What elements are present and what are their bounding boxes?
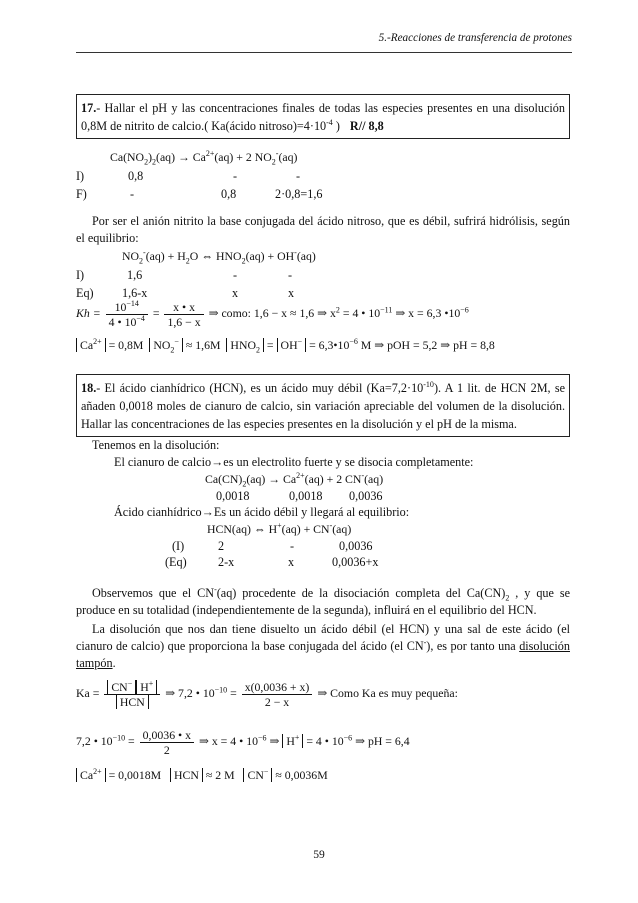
value: = 0,8M [108, 338, 144, 352]
page-number: 59 [313, 848, 325, 861]
running-header: 5.-Reacciones de transferencia de protones [378, 32, 572, 44]
text: La disolución que nos dan tiene disuelto un ácido débil (el HCN) y una sal de este ácido (el cianuro de calcio) que proporciona la base conjugada del ácido (el CN [76, 622, 570, 653]
sup: - [214, 584, 217, 594]
cell: 2·0,8=1,6 [275, 187, 323, 201]
buffer-paragraph [76, 621, 570, 672]
eq-sup: 2+ [205, 149, 215, 159]
num: x(0,0036 + x) [242, 680, 313, 695]
cell: - [296, 169, 301, 183]
cell: 2 [218, 539, 225, 553]
text: . [112, 656, 116, 670]
bracket-h [136, 680, 157, 694]
sup: −10 [112, 733, 126, 743]
calcium-cyanide-dissociation [205, 472, 383, 487]
text: ), es por tanto una [426, 639, 520, 653]
sup: 2+ [93, 337, 102, 347]
cell: 0,0018 [289, 489, 323, 503]
eq-text: ⇒ x = 6,3 •10 [392, 306, 461, 321]
cell: 0,0036+x [332, 555, 379, 569]
eq-part: ) [148, 150, 153, 164]
sup: −6 [349, 337, 358, 347]
ka-equation [76, 680, 458, 709]
eq-text: = [125, 734, 135, 749]
sup: − [297, 337, 303, 347]
eq-part: Ca(CN) [205, 472, 243, 486]
cell: 0,0036 [339, 539, 373, 553]
eq-part: (aq) → Ca [246, 472, 297, 486]
eq-part: (aq) → Ca [156, 150, 206, 164]
cell: - [288, 268, 293, 282]
cell: - [130, 187, 135, 201]
row-label: (I) [172, 539, 185, 553]
species: CN [111, 680, 128, 694]
value: ≈ 1,6M [185, 338, 221, 352]
sup: −14 [126, 299, 139, 309]
eq-part: (aq) [364, 472, 384, 486]
kh-equation: Kh = $\frac{10^{-14}}{4 • 10^{-4}}$ = $\frac{x • x}{1,6 - x}$ ⇒ como: 1,6 − x ≈ 1,6 ⇒ $x^2 = 4$ • $10^{-11}$ ⇒ x = 6,3 $•10^{-6}$ [76, 299, 469, 329]
bracket-cn [243, 768, 272, 782]
eq-sup: - [275, 149, 279, 159]
sup: −11 [380, 305, 393, 315]
eq-text: ⇒ 7,2 • 10 [165, 686, 215, 701]
statement-text-end: ) [332, 119, 340, 133]
cell: 0,8 [221, 187, 237, 201]
sub: 2 [505, 593, 510, 603]
num: x • x [164, 300, 203, 315]
sup: - [423, 637, 427, 647]
cell: x [232, 286, 239, 300]
sup: 2 [335, 305, 340, 315]
bracket-h [282, 734, 303, 748]
hcn-equilibrium [207, 522, 351, 537]
den: 4 • 10 [108, 315, 137, 329]
problem-number: 18. [81, 381, 97, 395]
num: 0,0036 • x [140, 728, 194, 743]
problem-number: 17. [81, 101, 97, 115]
value: = 6,3•10 [309, 338, 350, 352]
sup: − [263, 767, 269, 777]
value: ≈ 2 M [205, 768, 235, 782]
eq-text: = [227, 686, 237, 701]
cell: x [288, 555, 295, 569]
observation-paragraph [76, 585, 570, 619]
sup: −6 [460, 305, 469, 315]
cell: - [233, 268, 238, 282]
eq-text: ⇒ como: 1,6 − x ≈ 1,6 ⇒ x [208, 306, 336, 321]
eq-part: (aq) + 2 CN [304, 472, 362, 486]
species: Ca [80, 768, 94, 782]
problem-17-statement [76, 94, 570, 139]
row-label: (Eq) [165, 555, 187, 569]
eq-part: HCN(aq) ⇔ H [207, 522, 278, 536]
exponent: -4 [326, 117, 333, 127]
text: , y que se produce en su totalidad (independientemente de la segunda), influirá en el equilibrio del HCN. [76, 586, 571, 617]
line-text: Ácido cianhídrico→Es un ácido débil y llegará al equilibrio: [114, 505, 410, 519]
fraction-x [164, 300, 203, 329]
eq-part: (aq) + CN [281, 522, 330, 536]
cell: - [290, 539, 295, 553]
eq-sub: 2 [152, 157, 157, 167]
eq-text: = 4 • 10 [339, 306, 381, 321]
ka-label: Ka = [76, 686, 100, 701]
eq-part: (aq) + 2 NO [214, 150, 272, 164]
eq-text: ⇒ Como Ka es muy pequeña: [317, 686, 458, 701]
sup: - [329, 521, 333, 531]
exponent: -10 [423, 379, 434, 389]
cell: x [288, 286, 295, 300]
eq-text: ⇒ pH = 6,4 [352, 734, 410, 749]
answer: R// 8,8 [349, 119, 384, 133]
sub: 2 [242, 479, 247, 489]
bracket-hcn: HCN [170, 768, 203, 782]
species: OH [280, 338, 298, 352]
value: = 0,0018M [108, 768, 162, 782]
sup: −4 [136, 314, 145, 324]
eq-part: (aq) [278, 150, 298, 164]
species: HNO [230, 338, 256, 352]
sup: + [277, 521, 282, 531]
concentrations-18 [76, 768, 328, 783]
cell: 0,0018 [216, 489, 250, 503]
den: 1,6 − x [167, 315, 201, 329]
eq-text: ⇒ x = 4 • 10 [198, 734, 258, 749]
bracket-cn [107, 680, 136, 694]
cell: 1,6 [127, 268, 143, 282]
eq-text: ⇒ [266, 734, 280, 749]
sup: − [174, 337, 179, 347]
line-text: Tenemos en la disolución: [92, 438, 220, 452]
underlined-term: disolución tampón [76, 639, 570, 670]
row-label: I) [76, 268, 85, 282]
eq-text: 7,2 • 10 [76, 734, 113, 749]
fraction-ka [104, 680, 160, 709]
eq-sub: 2 [271, 157, 276, 167]
statement-text: - El ácido cianhídrico (HCN), es un ácido muy débil (Ka=7,2·10 [96, 381, 424, 395]
cell: 2-x [218, 555, 235, 569]
cell: 0,0036 [349, 489, 383, 503]
eq-sub: 2 [144, 157, 149, 167]
den: 2 [163, 743, 170, 757]
row-label: F) [76, 187, 87, 201]
fraction-x [242, 680, 313, 709]
row-label: Eq) [76, 286, 94, 300]
sup: −6 [258, 733, 267, 743]
text: Observemos que el CN [92, 586, 215, 600]
statement-text: - Hallar el pH y las concentraciones finales de todas las especies presentes en una disolución 0,8M de nitrito de calcio.( Ka(ácido nitroso)=4·10 [81, 101, 565, 133]
species: CN [247, 768, 264, 782]
fraction-kw-ka [106, 300, 148, 329]
sup: 2+ [296, 471, 305, 481]
den: 2 − x [264, 695, 290, 709]
bracket-ca [76, 338, 106, 352]
sub: 2 [170, 345, 175, 355]
sup: - [361, 471, 365, 481]
sup: + [294, 733, 300, 743]
value: ≈ 0,0036M [275, 768, 328, 782]
header-rule [76, 52, 572, 53]
cell: 0,8 [128, 169, 144, 183]
eq-text: = 4 • 10 [306, 734, 344, 749]
eq-part: (aq) [332, 522, 352, 536]
species: NO [153, 338, 171, 352]
bracket-ca [76, 768, 106, 782]
species: H [140, 680, 149, 694]
row-label: I) [76, 169, 85, 183]
species: H [286, 734, 295, 749]
eq-part: Ca(NO [110, 150, 145, 164]
sup: −6 [343, 733, 353, 743]
sup: + [148, 679, 154, 689]
kh-label: Kh = [76, 306, 101, 321]
cell: 1,6-x [122, 286, 148, 300]
hydrolysis-equation: $NO_2^-(aq) + H_2O$ ⇔ $HNO_2(aq) + OH^-(aq)$ [122, 248, 316, 266]
bracket-hno2 [226, 338, 264, 355]
fraction-calc [140, 728, 194, 757]
num: 10 [114, 300, 127, 314]
cell: - [233, 169, 238, 183]
x-calculation [76, 728, 410, 757]
sup: −10 [214, 685, 228, 695]
text: (aq) procedente de la disociación completa del Ca(CN) [216, 586, 506, 600]
bracket-hcn: HCN [116, 695, 149, 709]
problem-18-statement [76, 374, 570, 437]
line-text: El cianuro de calcio→es un electrolito fuerte y se disocia completamente: [114, 455, 474, 469]
dissociation-equation [110, 150, 297, 165]
species: Ca [80, 338, 94, 352]
bracket-oh [277, 338, 307, 352]
bracket-no2 [149, 337, 183, 355]
concentrations-17: $Ca^{2+} = 0,8M$ $NO_2^- \approx 1,6M$ $HNO_2 = OH^-$ = $6,3•10^{-6}$ M ⇒ pOH = 5,2 ⇒ pH = 8,8 [76, 338, 495, 353]
value: M ⇒ pOH = 5,2 ⇒ pH = 8,8 [357, 338, 495, 352]
sup: − [127, 679, 133, 689]
sub: 2 [255, 345, 260, 355]
statement-text-end: ). A 1 lit. de HCN 2M, se añaden 0,0018 moles de cianuro de calcio, sin variación apreciable del volumen de la disolución. Hallar las concentraciones de las especies presentes en la disolución y el pH de la misma. [81, 381, 566, 431]
hydrolysis-paragraph: Por ser el anión nitrito la base conjugada del ácido nitroso, que es débil, sufrirá hidrólisis, según el equilibrio: [76, 214, 570, 245]
sup: 2+ [93, 767, 102, 777]
